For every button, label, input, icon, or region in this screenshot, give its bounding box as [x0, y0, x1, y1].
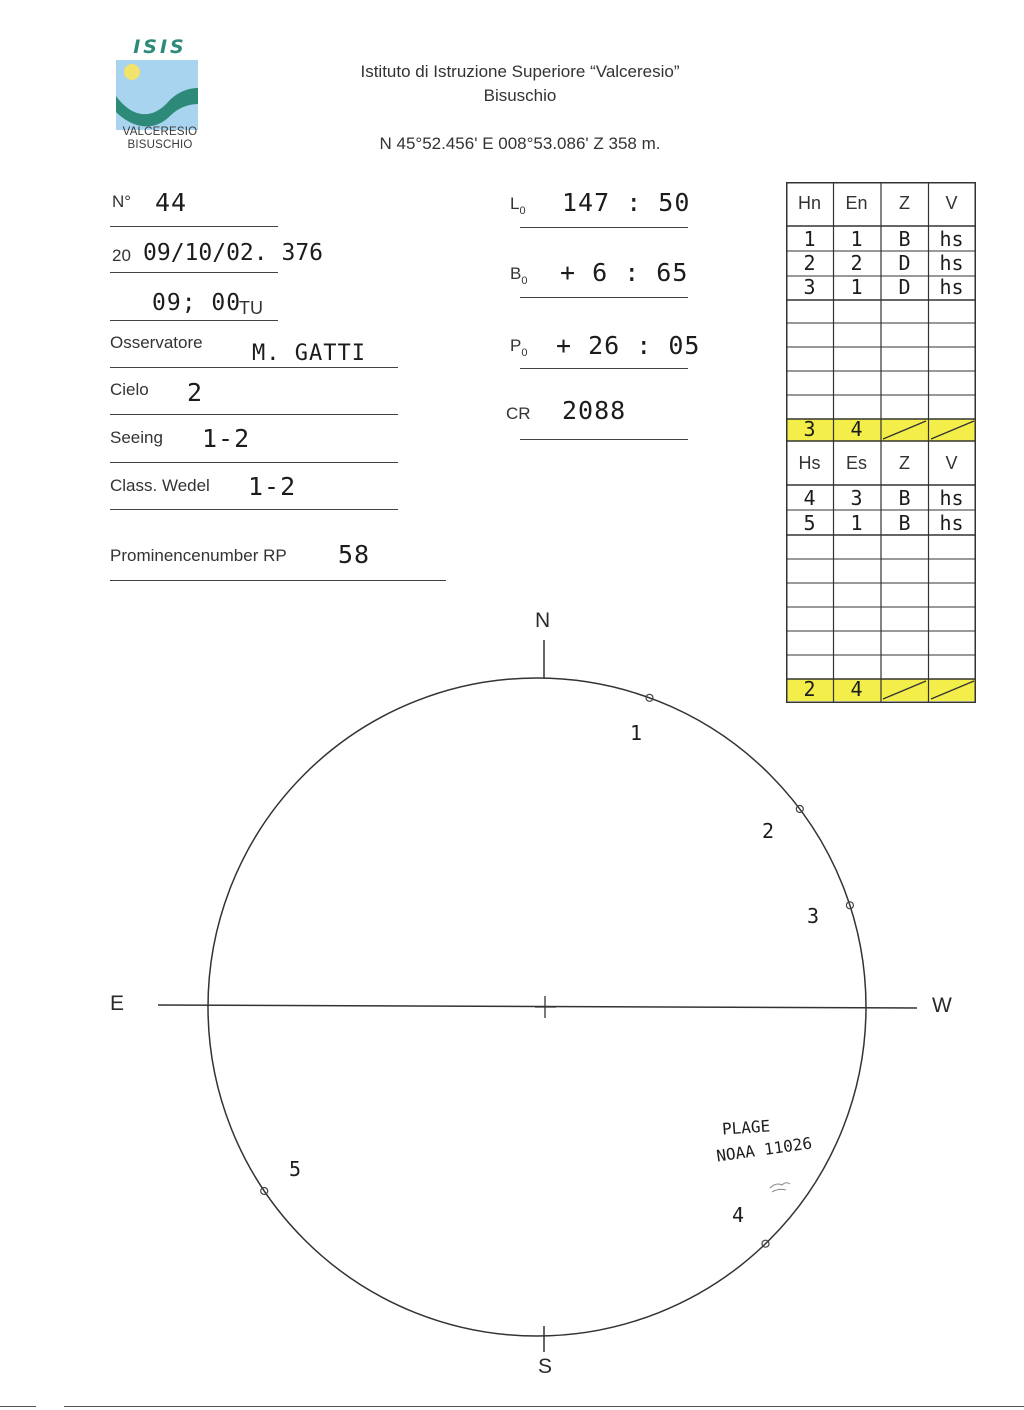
north-row-2-z: D: [898, 251, 911, 275]
p0-label: $P_0$: [510, 336, 528, 359]
east-label: E: [110, 992, 125, 1015]
cr-label: CR: [506, 404, 531, 423]
seeing-label: Seeing: [110, 428, 163, 447]
number-value: 44: [155, 188, 188, 217]
south-label: S: [538, 1355, 553, 1378]
p0-value: + 26 : 05: [556, 331, 701, 360]
south-header-v: V: [945, 453, 958, 473]
south-header-hs: Hs: [798, 453, 821, 473]
south-header-z: Z: [899, 453, 910, 473]
north-row-1-en: 1: [850, 227, 863, 251]
plage-sketch: [770, 1183, 790, 1192]
prominence-5-label: 5: [289, 1157, 302, 1181]
north-row-2-hn: 2: [803, 251, 816, 275]
south-row-2-v: hs: [939, 511, 964, 535]
south-total-es: 4: [850, 677, 863, 701]
prominence-value: 58: [338, 540, 371, 569]
logo-line-bisuschio: BISUSCHIO: [127, 139, 193, 151]
b0-value: + 6 : 65: [560, 258, 689, 287]
north-total-en: 4: [850, 417, 863, 441]
logo-line-valceresio: VALCERESIO: [122, 126, 198, 138]
l0-value: 147 : 50: [562, 188, 691, 217]
time-suffix: TU: [239, 298, 263, 318]
wedel-value: 1-2: [248, 472, 297, 501]
prominence-3-label: 3: [807, 904, 820, 928]
west-label: W: [932, 994, 952, 1017]
south-row-2-hs: 5: [803, 511, 816, 535]
north-row-2-en: 2: [850, 251, 863, 275]
sky-label: Cielo: [110, 380, 149, 399]
date-value: 09/10/02. 376: [143, 240, 324, 266]
north-header-z: Z: [899, 193, 910, 213]
north-row-3-v: hs: [939, 275, 964, 299]
north-label: N: [535, 609, 551, 632]
b0-label: $B_0$: [510, 264, 528, 287]
date-prefix: 20: [112, 246, 131, 265]
sky-value: 2: [187, 378, 204, 407]
seeing-value: 1-2: [202, 424, 251, 453]
l0-label: $L_0$: [510, 194, 526, 217]
observatory-coordinates: N 45°52.456' E 008°53.086' Z 358 m.: [379, 134, 661, 153]
observer-value: M. GATTI: [252, 341, 366, 366]
south-row-1-es: 3: [850, 486, 863, 510]
page-bottom-edge: [64, 1406, 1024, 1407]
north-row-3-hn: 3: [803, 275, 816, 299]
plage-note-line-2: NOAA 11026: [715, 1133, 814, 1166]
prominence-1-label: 1: [630, 721, 643, 745]
cr-value: 2088: [562, 396, 627, 425]
south-row-2-z: B: [898, 511, 911, 535]
number-label: N°: [112, 192, 132, 211]
south-row-1-z: B: [898, 486, 911, 510]
prominence-4-label: 4: [732, 1203, 745, 1227]
wedel-label: Class. Wedel: [110, 476, 210, 495]
north-row-3-z: D: [898, 275, 911, 299]
north-row-3-en: 1: [850, 275, 863, 299]
south-row-2-es: 1: [850, 511, 863, 535]
plage-note-line-1: PLAGE: [721, 1116, 771, 1139]
south-row-1-hs: 4: [803, 486, 816, 510]
page-bottom-edge-left: [0, 1406, 36, 1407]
north-header-en: En: [845, 193, 868, 213]
north-row-1-v: hs: [939, 227, 964, 251]
north-header-hn: Hn: [797, 193, 821, 213]
prominence-label: Prominencenumber RP: [110, 546, 287, 565]
observer-label: Osservatore: [110, 333, 203, 352]
prominence-2-label: 2: [762, 819, 775, 843]
time-value: 09; 00: [152, 290, 242, 316]
south-header-es: Es: [845, 453, 867, 473]
north-row-1-hn: 1: [803, 227, 816, 251]
north-row-2-v: hs: [939, 251, 964, 275]
logo-wordmark: ISIS: [133, 36, 187, 58]
institute-name: Istituto di Istruzione Superiore “Valceresio”: [360, 62, 680, 81]
south-total-hs: 2: [803, 677, 816, 701]
institute-town: Bisuschio: [483, 86, 557, 105]
north-header-v: V: [945, 193, 958, 213]
north-total-hn: 3: [803, 417, 816, 441]
south-row-1-v: hs: [939, 486, 964, 510]
prominence-marks: [261, 694, 854, 1247]
north-row-1-z: B: [898, 227, 911, 251]
